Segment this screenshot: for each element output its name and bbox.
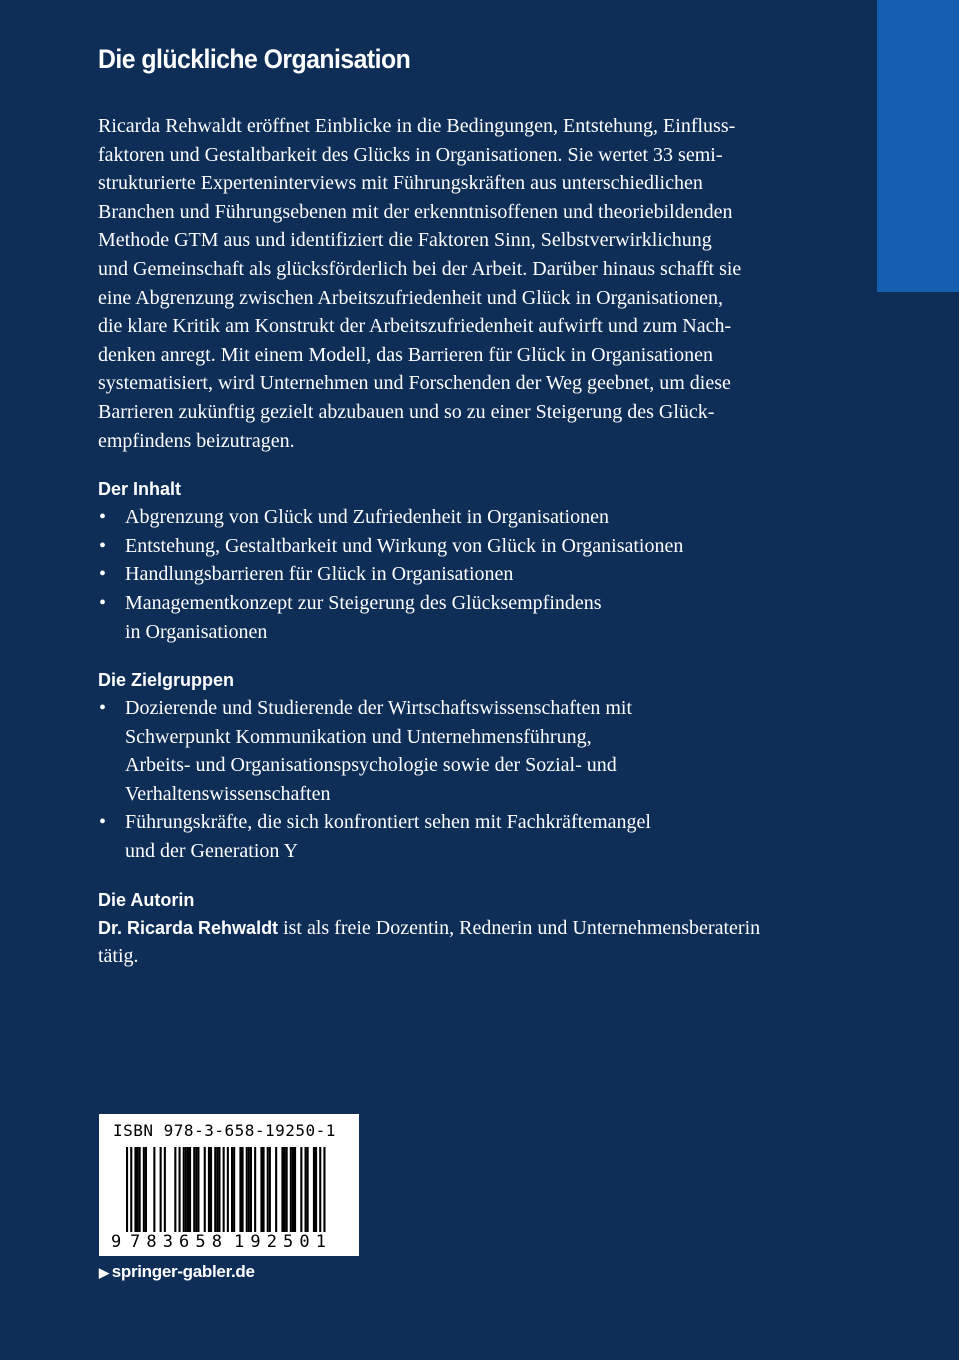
barcode-bar: [305, 1147, 307, 1232]
barcode-bar: [286, 1147, 288, 1232]
barcode-bar: [246, 1147, 248, 1232]
barcode-bar: [174, 1147, 176, 1232]
bullet-icon: •: [99, 591, 107, 614]
bullet-icon: •: [99, 534, 107, 557]
barcode-graphic: [99, 1114, 359, 1256]
list-item: • Handlungsbarrieren für Glück in Organisationen: [98, 560, 814, 589]
publisher-website[interactable]: ▶ springer-gabler.de: [99, 1262, 255, 1281]
intro-line: Ricarda Rehwaldt eröffnet Einblicke in die Bedingungen, Entstehung, Einfluss-: [98, 115, 736, 137]
intro-line: und Gemeinschaft als glücksförderlich bei der Arbeit. Darüber hinaus schafft sie: [98, 257, 742, 280]
barcode-bar: [143, 1147, 145, 1232]
author-name: Dr. Ricarda Rehwaldt: [98, 917, 279, 938]
barcode-bar: [218, 1147, 220, 1232]
barcode-bar: [210, 1147, 212, 1232]
book-title: Die glückliche Organisation: [98, 44, 411, 74]
intro-line: systematisiert, wird Unternehmen und Forschenden der Weg geebnet, um diese: [98, 372, 731, 395]
barcode-bar: [323, 1147, 325, 1244]
barcode-bar: [294, 1147, 296, 1232]
section-heading-inhalt: Der Inhalt: [98, 479, 182, 500]
bullet-icon: •: [99, 563, 107, 586]
ean-left-digits: 783658: [130, 1232, 222, 1252]
ean-right-digits: 192501: [234, 1232, 326, 1252]
barcode-bar: [267, 1147, 269, 1232]
barcode-bar: [195, 1147, 197, 1232]
barcode-bar: [275, 1147, 277, 1232]
barcode-bar: [164, 1147, 166, 1232]
barcode-bar: [193, 1147, 195, 1232]
inhalt-list: [98, 503, 814, 646]
barcode-bar: [227, 1147, 229, 1244]
intro-line: empfindens beizutragen.: [98, 429, 295, 452]
barcode-bar: [239, 1147, 241, 1232]
ean-first-digit: 9: [111, 1232, 122, 1252]
barcode-bar: [269, 1147, 271, 1232]
list-item: • Entstehung, Gestaltbarkeit und Wirkung von Glück in Organisationen: [98, 532, 814, 561]
zielgruppen-list: [98, 694, 814, 866]
intro-text: [98, 112, 814, 455]
bullet-icon: •: [99, 506, 107, 529]
barcode-bar: [281, 1147, 283, 1232]
barcode-bar: [183, 1147, 185, 1232]
barcode-bar: [290, 1147, 292, 1232]
list-item: • Führungskräfte, die sich konfrontiert sehen mit Fachkräftemangel und der Generation Y: [98, 808, 814, 865]
barcode-bar: [250, 1147, 252, 1232]
bullet-icon: •: [99, 697, 107, 720]
barcode-bar: [137, 1147, 139, 1232]
barcode-bar: [233, 1147, 235, 1232]
barcode-bar: [134, 1147, 136, 1232]
barcode-bar: [145, 1147, 147, 1232]
barcode-bar: [263, 1147, 265, 1232]
back-cover-content: [98, 112, 814, 971]
barcode-bar: [248, 1147, 250, 1232]
barcode-bar: [260, 1147, 262, 1232]
intro-line: strukturierte Experteninterviews mit Führungskräften aus unterschiedlichen: [98, 172, 703, 195]
barcode-bar: [208, 1147, 210, 1232]
barcode-bar: [153, 1147, 155, 1232]
isbn-barcode: [99, 1114, 359, 1256]
barcode-bar: [292, 1147, 294, 1232]
isbn-label: ISBN 978-3-658-19250-1: [113, 1121, 336, 1140]
barcode-bar: [126, 1147, 128, 1244]
list-item: • Dozierende und Studierende der Wirtschaftswissenschaften mit Schwerpunkt Kommunikation und Unternehmensführung, Arbeits- und Organisationspsychologie sowie der Sozial- und Verhaltenswissenschaften: [98, 694, 814, 808]
intro-line: eine Abgrenzung zwischen Arbeitszufriedenheit und Glück in Organisationen,: [98, 286, 724, 309]
barcode-bar: [197, 1147, 199, 1232]
barcode-bar: [204, 1147, 206, 1232]
barcode-bar: [216, 1147, 218, 1232]
barcode-bar: [254, 1147, 256, 1232]
barcode-bar: [242, 1147, 244, 1232]
barcode-bar: [300, 1147, 302, 1232]
barcode-bar: [185, 1147, 187, 1232]
barcode-bar: [189, 1147, 191, 1232]
list-item: • Managementkonzept zur Steigerung des Glücksempfindens in Organisationen: [98, 589, 814, 646]
barcode-bar: [315, 1147, 317, 1232]
intro-line: die klare Kritik am Konstrukt der Arbeitszufriedenheit aufwirft und zum Nach-: [98, 315, 732, 338]
barcode-bar: [179, 1147, 181, 1232]
author-bio: Dr. Ricarda Rehwaldt ist als freie Dozentin, Rednerin und Unternehmensberaterin tätig.: [98, 916, 761, 968]
barcode-bar: [139, 1147, 141, 1232]
list-item: • Abgrenzung von Glück und Zufriedenheit in Organisationen: [98, 503, 814, 532]
intro-line: Branchen und Führungsebenen mit der erkenntnisoffenen und theoriebildenden: [98, 200, 733, 223]
section-heading-autorin: Die Autorin: [98, 889, 195, 910]
intro-line: Methode GTM aus und identifiziert die Faktoren Sinn, Selbstverwirklichung: [98, 229, 712, 252]
accent-bar: [877, 0, 959, 292]
barcode-bar: [313, 1147, 315, 1232]
play-arrow-icon: ▶: [99, 1265, 109, 1280]
barcode-bar: [214, 1147, 216, 1232]
barcode-bar: [319, 1147, 321, 1244]
barcode-bar: [223, 1147, 225, 1244]
barcode-bar: [130, 1147, 132, 1244]
barcode-bar: [187, 1147, 189, 1232]
bullet-icon: •: [99, 811, 107, 834]
barcode-bar: [231, 1147, 233, 1232]
barcode-bars: [126, 1147, 326, 1244]
barcode-bar: [307, 1147, 309, 1232]
intro-line: Barrieren zukünftig gezielt abzubauen und so zu einer Steigerung des Glück-: [98, 400, 715, 423]
intro-line: faktoren und Gestaltbarkeit des Glücks in Organisationen. Sie wertet 33 semi-: [98, 143, 723, 166]
intro-line: denken anregt. Mit einem Modell, das Barrieren für Glück in Organisationen: [98, 343, 714, 366]
section-heading-zielgruppen: Die Zielgruppen: [98, 670, 235, 691]
barcode-bar: [284, 1147, 286, 1232]
barcode-bar: [160, 1147, 162, 1232]
